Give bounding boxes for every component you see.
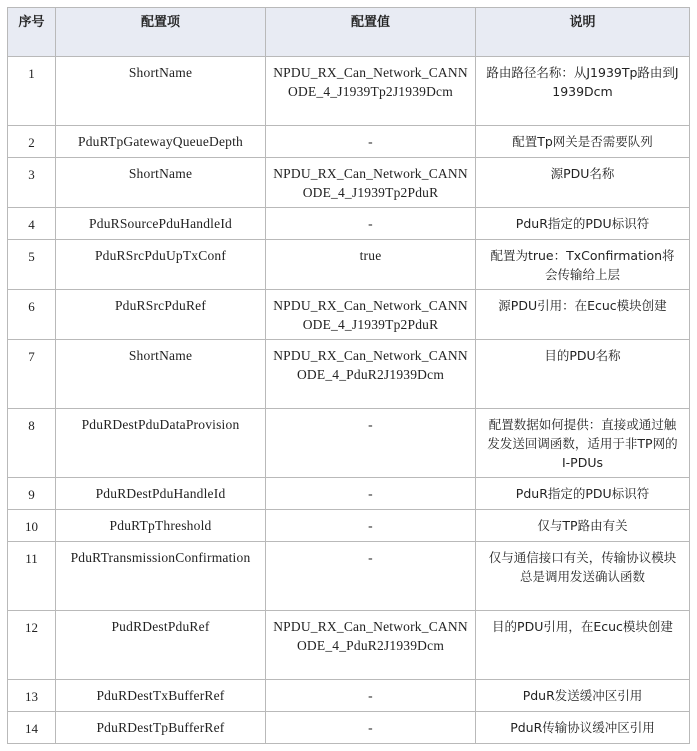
config-table-container	[7, 7, 690, 744]
row-config-item: PduRDestPduHandleId	[56, 478, 266, 510]
row-config-item: PduRSrcPduUpTxConf	[56, 240, 266, 290]
table-row	[8, 510, 690, 542]
table-header-row	[8, 8, 690, 57]
table-row	[8, 340, 690, 409]
row-description: PduR指定的PDU标识符	[476, 478, 690, 510]
table-row	[8, 126, 690, 158]
table-row	[8, 712, 690, 744]
row-index: 1	[8, 57, 56, 126]
row-index: 2	[8, 126, 56, 158]
row-index: 14	[8, 712, 56, 744]
row-index: 11	[8, 542, 56, 611]
row-description: 配置数据如何提供：直接或通过触发发送回调函数，适用于非TP网的I-PDUs	[476, 409, 690, 478]
row-config-value: NPDU_RX_Can_Network_CANNODE_4_PduR2J1939Dcm	[266, 611, 476, 680]
row-config-value: -	[266, 478, 476, 510]
row-description: PduR发送缓冲区引用	[476, 680, 690, 712]
row-config-item: ShortName	[56, 158, 266, 208]
row-description: 仅与通信接口有关，传输协议模块总是调用发送确认函数	[476, 542, 690, 611]
row-description: PduR指定的PDU标识符	[476, 208, 690, 240]
table-row	[8, 240, 690, 290]
row-config-value: NPDU_RX_Can_Network_CANNODE_4_PduR2J1939Dcm	[266, 340, 476, 409]
row-index: 10	[8, 510, 56, 542]
row-config-item: PduRDestPduDataProvision	[56, 409, 266, 478]
row-description: 仅与TP路由有关	[476, 510, 690, 542]
row-description: 源PDU名称	[476, 158, 690, 208]
row-config-value: true	[266, 240, 476, 290]
header-config-item: 配置项	[56, 8, 266, 57]
row-config-item: PduRDestTpBufferRef	[56, 712, 266, 744]
table-body	[8, 57, 690, 744]
row-config-item: ShortName	[56, 340, 266, 409]
row-config-item: PudRDestPduRef	[56, 611, 266, 680]
table-row	[8, 208, 690, 240]
row-config-item: PduRTpThreshold	[56, 510, 266, 542]
table-row	[8, 680, 690, 712]
row-description: 目的PDU引用，在Ecuc模块创建	[476, 611, 690, 680]
row-config-value: -	[266, 208, 476, 240]
row-description: 目的PDU名称	[476, 340, 690, 409]
row-index: 13	[8, 680, 56, 712]
row-description: 源PDU引用：在Ecuc模块创建	[476, 290, 690, 340]
row-config-item: ShortName	[56, 57, 266, 126]
row-config-value: -	[266, 712, 476, 744]
row-index: 12	[8, 611, 56, 680]
row-index: 6	[8, 290, 56, 340]
row-index: 9	[8, 478, 56, 510]
row-config-item: PduRDestTxBufferRef	[56, 680, 266, 712]
row-config-item: PduRTransmissionConfirmation	[56, 542, 266, 611]
row-config-value: -	[266, 409, 476, 478]
row-config-value: -	[266, 510, 476, 542]
row-description: 路由路径名称：从J1939Tp路由到J1939Dcm	[476, 57, 690, 126]
row-config-value: -	[266, 680, 476, 712]
table-row	[8, 611, 690, 680]
table-row	[8, 409, 690, 478]
row-config-value: NPDU_RX_Can_Network_CANNODE_4_J1939Tp2PduR	[266, 158, 476, 208]
row-config-value: -	[266, 542, 476, 611]
row-config-value: NPDU_RX_Can_Network_CANNODE_4_J1939Tp2J1939Dcm	[266, 57, 476, 126]
row-description: 配置为true：TxConfirmation将会传输给上层	[476, 240, 690, 290]
table-row	[8, 478, 690, 510]
table-row	[8, 290, 690, 340]
row-config-item: PduRTpGatewayQueueDepth	[56, 126, 266, 158]
header-index: 序号	[8, 8, 56, 57]
row-index: 7	[8, 340, 56, 409]
header-config-value: 配置值	[266, 8, 476, 57]
header-description: 说明	[476, 8, 690, 57]
row-index: 4	[8, 208, 56, 240]
row-index: 8	[8, 409, 56, 478]
row-config-value: NPDU_RX_Can_Network_CANNODE_4_J1939Tp2PduR	[266, 290, 476, 340]
row-description: PduR传输协议缓冲区引用	[476, 712, 690, 744]
table-row	[8, 57, 690, 126]
row-config-item: PduRSrcPduRef	[56, 290, 266, 340]
row-index: 5	[8, 240, 56, 290]
row-config-value: -	[266, 126, 476, 158]
config-table	[7, 7, 690, 744]
table-row	[8, 158, 690, 208]
row-description: 配置Tp网关是否需要队列	[476, 126, 690, 158]
row-index: 3	[8, 158, 56, 208]
table-row	[8, 542, 690, 611]
row-config-item: PduRSourcePduHandleId	[56, 208, 266, 240]
